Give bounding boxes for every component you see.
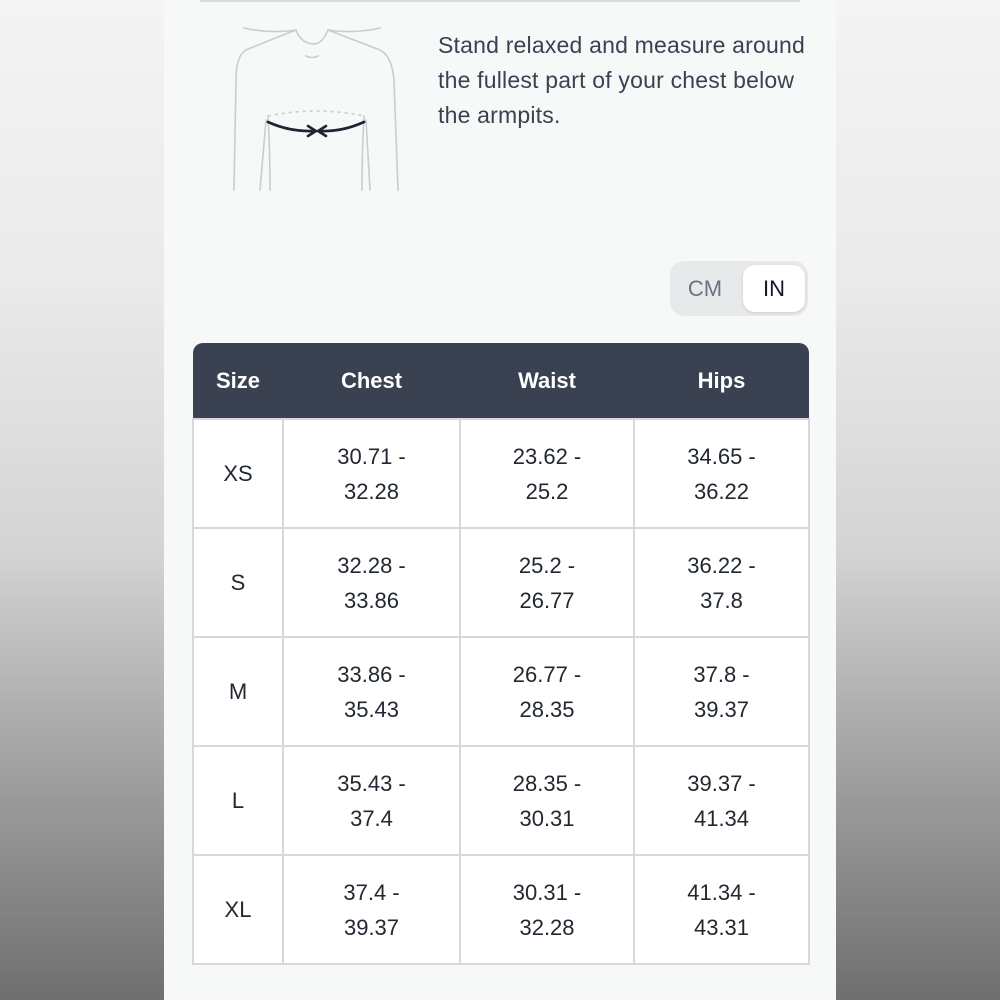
waist-range-end: 26.77: [519, 587, 575, 613]
hips-cell: [634, 746, 809, 855]
header-chest: Chest: [283, 343, 460, 419]
hips-cell: [634, 528, 809, 637]
chest-range-start: 37.4 -: [343, 879, 400, 905]
chest-cell: [283, 746, 460, 855]
top-divider: [200, 0, 800, 2]
chest-range-end: 33.86: [343, 587, 400, 613]
unit-option-cm[interactable]: CM: [687, 275, 723, 301]
hips-range-end: 43.31: [693, 914, 750, 940]
hips-range-start: 37.8 -: [693, 661, 750, 687]
hips-range-start: 41.34 -: [687, 879, 756, 905]
waist-range-start: 25.2 -: [518, 552, 576, 578]
measurement-instruction: Stand relaxed and measure around the fullest part of your chest below the armpits.: [438, 32, 805, 128]
hips-range-end: 36.22: [693, 478, 750, 504]
hips-range-end: 39.37: [693, 696, 750, 722]
waist-range-start: 30.31 -: [512, 879, 582, 905]
chest-range-start: 32.28 -: [337, 552, 406, 578]
chest-cell: [283, 855, 460, 964]
header-size: Size: [193, 343, 283, 419]
chest-range-start: 35.43 -: [337, 770, 406, 796]
waist-range-start: 23.62 -: [512, 443, 582, 469]
waist-range-start: 26.77 -: [512, 661, 582, 687]
header-waist: Waist: [460, 343, 634, 419]
hips-range-end: 41.34: [693, 805, 750, 831]
waist-cell: [460, 528, 634, 637]
waist-cell: [460, 746, 634, 855]
table-row: [193, 637, 809, 746]
waist-range-end: 30.31: [519, 805, 575, 831]
table-row: [193, 746, 809, 855]
chest-range-end: 37.4: [350, 805, 393, 831]
waist-cell: [460, 855, 634, 964]
size-chart-table: [192, 343, 810, 965]
size-cell: XS: [193, 419, 283, 528]
chest-measurement-figure-icon: [230, 20, 410, 195]
hips-cell: [634, 419, 809, 528]
waist-range-end: 25.2: [525, 478, 569, 504]
waist-range-start: 28.35 -: [512, 770, 582, 796]
size-guide-panel: [164, 0, 836, 1000]
hips-range-start: 36.22 -: [687, 552, 756, 578]
chest-range-start: 33.86 -: [337, 661, 406, 687]
chest-cell: [283, 637, 460, 746]
unit-toggle[interactable]: [670, 261, 808, 316]
chest-range-end: 32.28: [343, 478, 400, 504]
hips-cell: [634, 637, 809, 746]
hips-range-start: 34.65 -: [687, 443, 756, 469]
size-cell: M: [193, 637, 283, 746]
hips-range-start: 39.37 -: [687, 770, 756, 796]
hips-range-end: 37.8: [700, 587, 743, 613]
unit-option-in[interactable]: IN: [743, 265, 805, 312]
chest-range-end: 35.43: [343, 696, 400, 722]
waist-cell: [460, 637, 634, 746]
chest-range-start: 30.71 -: [337, 443, 406, 469]
hips-cell: [634, 855, 809, 964]
waist-range-end: 32.28: [519, 914, 575, 940]
chest-cell: [283, 419, 460, 528]
waist-cell: [460, 419, 634, 528]
header-hips: Hips: [634, 343, 809, 419]
table-header-row: [193, 343, 809, 419]
size-cell: L: [193, 746, 283, 855]
chest-cell: [283, 528, 460, 637]
table-row: [193, 855, 809, 964]
size-cell: S: [193, 528, 283, 637]
table-row: [193, 528, 809, 637]
waist-range-end: 28.35: [519, 696, 575, 722]
table-row: [193, 419, 809, 528]
chest-range-end: 39.37: [343, 914, 400, 940]
size-cell: XL: [193, 855, 283, 964]
